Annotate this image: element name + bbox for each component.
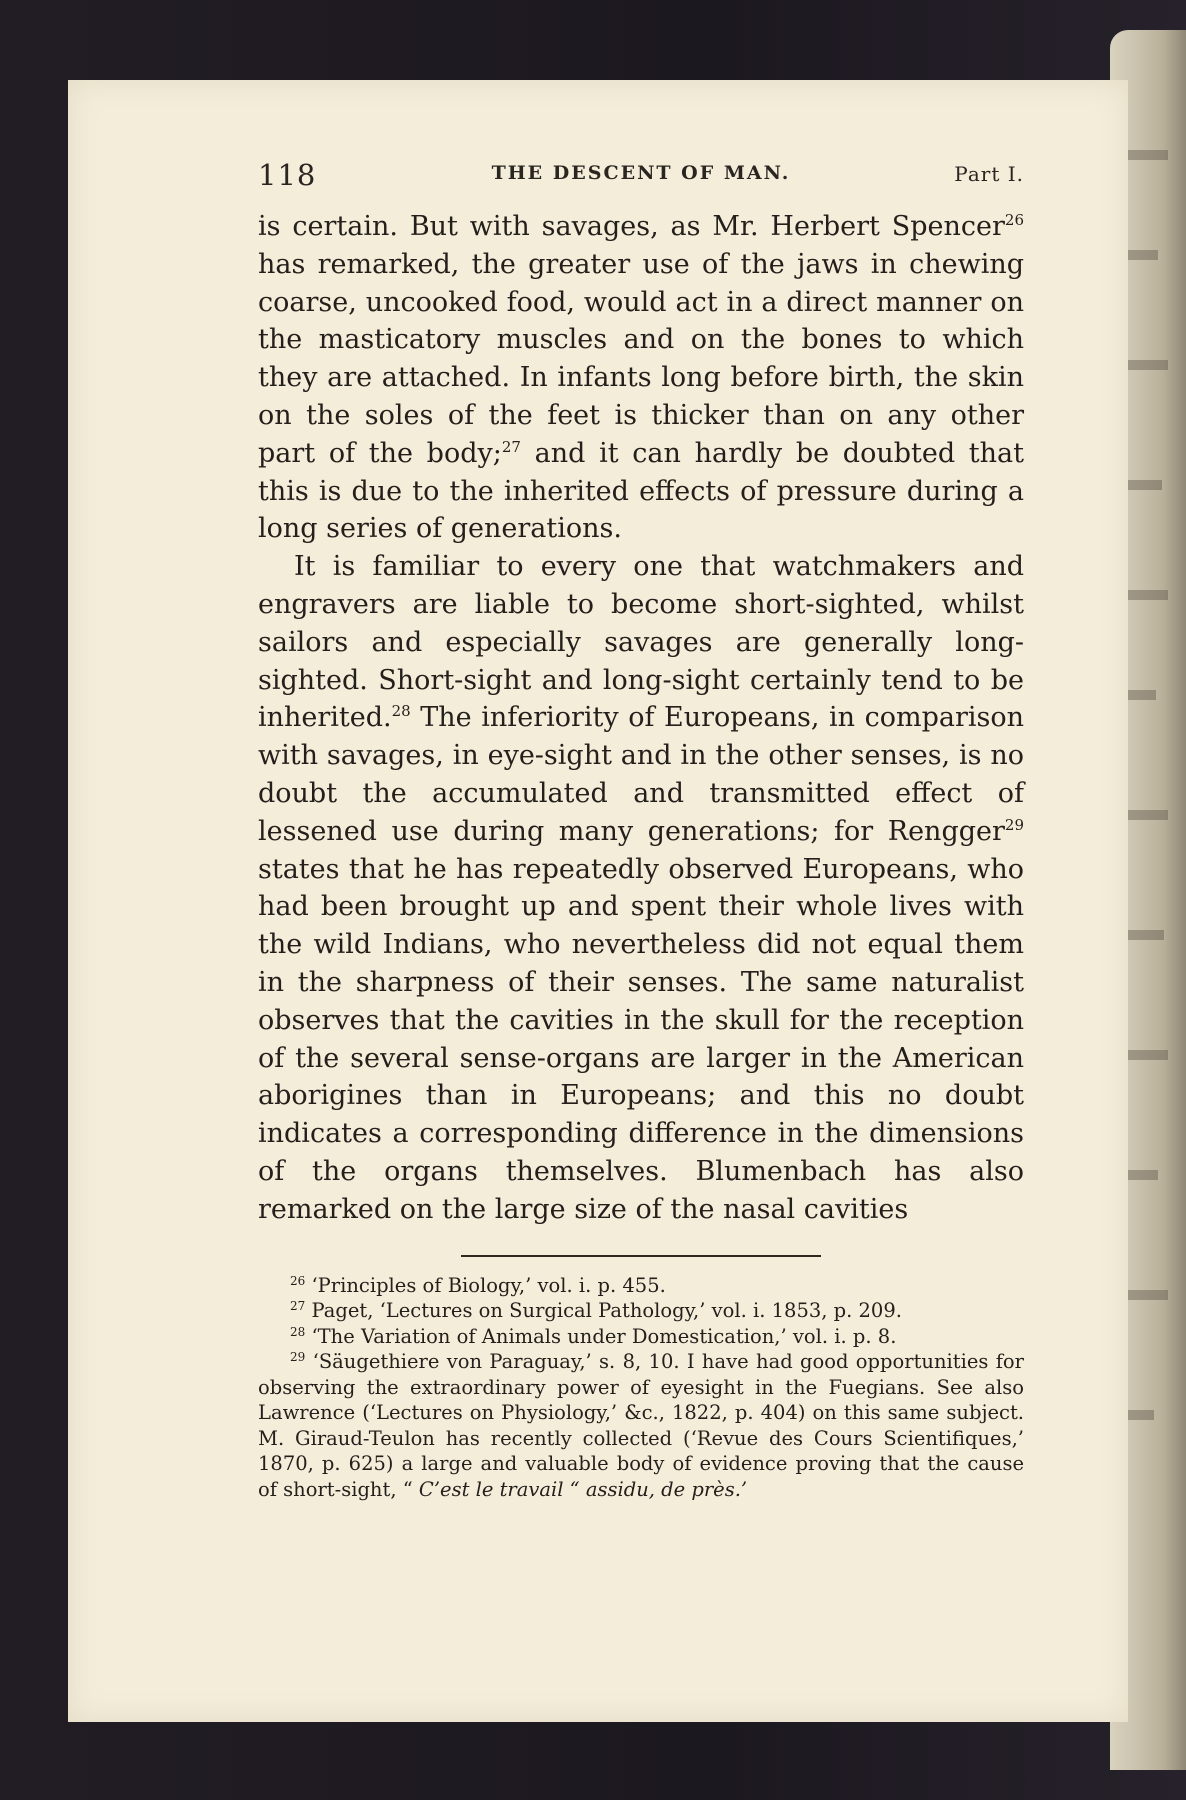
book-page: [68, 80, 1128, 1722]
page-content: [258, 158, 1024, 1502]
footnote-number: 29: [290, 1350, 306, 1365]
footnote-text: ‘Säugethiere von Paraguay,’ s. 8, 10. I have had good opportunities for observing the extraordinary power of eyesight in the Fuegians. See also Lawrence (‘Lectures on Physiology,’ &c., 1822, p. 404) on this same subject. M. Giraud-Teulon has recently collected (‘Revue des Cours Scientifiques,’ 1870, p. 625) a large and valuable body of evidence proving that the cause of short-sight, “: [258, 1350, 1024, 1501]
paragraph-1: [258, 208, 1024, 548]
text-run: and it can hardly be doubted that this is due to the inherited effects of pressure during a long series of generations.: [258, 437, 1024, 545]
footnote-29: [258, 1349, 1024, 1502]
footnote-ref-28[interactable]: 28: [391, 702, 411, 721]
footnote-ref-27[interactable]: 27: [501, 437, 521, 456]
text-run: states that he has repeatedly observed Europeans, who had been brought up and spent their whole lives with the wild Indians, who nevertheless did not equal them in the sharpness of their senses. The same naturalist observes that the cavities in the skull for the reception of the several sense-organs are larger in the American aborigines than in Europeans; and this no doubt indicates a corresponding difference in the dimensions of the organs themselves. Blumenbach has also remarked on the large size of the nasal cavities: [258, 853, 1024, 1225]
page-number: 118: [258, 158, 317, 192]
footnote-number: 28: [290, 1324, 306, 1339]
footnote-27: [258, 1298, 1024, 1324]
footnote-text: ‘The Variation of Animals under Domestication,’ vol. i. p. 8.: [305, 1324, 897, 1348]
footnote-number: 26: [290, 1273, 306, 1288]
footnote-number: 27: [290, 1299, 306, 1314]
running-header: [258, 158, 1024, 208]
text-run: The inferiority of Europeans, in comparison with savages, in eye-sight and in the other senses, is no doubt the accumulated and transmitted effect of lessened use during many generations; for Rengger: [258, 702, 1024, 847]
part-label: Part I.: [954, 162, 1024, 186]
footnote-italic-quote: C’est le travail “ assidu, de près.’: [418, 1477, 748, 1501]
main-text: [258, 208, 1024, 1229]
text-run: It is familiar to every one that watchmakers and engravers are liable to become short-sighted, whilst sailors and especially savages are generally long-sighted. Short-sight and long-sight certainly tend to be inherited.: [258, 551, 1024, 734]
text-run: is certain. But with savages, as Mr. Herbert Spencer: [258, 211, 1005, 242]
text-run: has remarked, the greater use of the jaws in chewing coarse, uncooked food, would act in a direct manner on the masticatory muscles and on the bones to which they are attached. In infants long before birth, the skin on the soles of the feet is thicker than on any other part of the body;: [258, 248, 1024, 469]
footnote-ref-29[interactable]: 29: [1004, 815, 1024, 834]
footnote-text: ‘Principles of Biology,’ vol. i. p. 455.: [305, 1273, 666, 1297]
footnote-divider: [461, 1255, 821, 1257]
footnote-ref-26[interactable]: 26: [1004, 211, 1024, 229]
book-title: THE DESCENT OF MAN.: [491, 162, 791, 184]
footnote-text: Paget, ‘Lectures on Surgical Pathology,’ vol. i. 1853, p. 209.: [305, 1299, 902, 1323]
footnote-28: [258, 1324, 1024, 1350]
footnotes: [258, 1273, 1024, 1503]
footnote-26: [258, 1273, 1024, 1299]
paragraph-2: [258, 548, 1024, 1228]
